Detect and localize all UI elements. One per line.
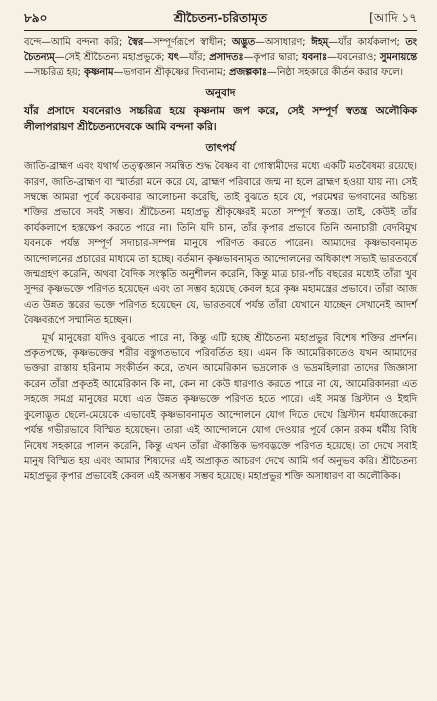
translation-heading: অনুবাদ — [205, 87, 236, 99]
synonym-term: অদ্ভুত — [232, 37, 256, 48]
word-synonyms — [24, 35, 417, 80]
page-number: ৮৯০ — [24, 11, 48, 25]
synonym-term: যবনাঃ — [302, 52, 328, 63]
synonym-term: সুমনায়ন্তে — [379, 52, 417, 63]
synonym-text: —যাঁর; — [178, 52, 210, 63]
page-header — [24, 8, 417, 31]
synonym-term: ঈহম্‌ — [311, 37, 329, 48]
synonym-term: প্রজল্পকাঃ — [229, 67, 268, 78]
synonym-text: —অসাধারণ; — [255, 37, 312, 48]
synonym-term: প্রসাদতঃ — [209, 52, 244, 63]
purport-paragraph: জাতি-ব্রাহ্মণ এবং যথার্থ তত্ত্বজ্ঞান সমন্বিত শুদ্ধ বৈষ্ণব বা গোস্বামীদের মধ্যে একটি মতবৈষম্য রয়েছে। কারণ, জাতি-ব্রাহ্মণ বা স্মার্তরা মনে করে যে, ব্রাহ্মণ পরিবারে জন্ম না হলে ব্রাহ্মণ হওয়া যায় না। সেই সম্বন্ধে আমরা পূর্বে কয়েকবার আলোচনা করেছি, তাই বুঝতে হবে যে, পরমেশ্বর ভগবানের অচিন্ত্য শক্তির প্রভাবে সবই সম্ভব। শ্রীচৈতন্য মহাপ্রভু শ্রীকৃষ্ণেরই মতো সম্পূর্ণ স্বতন্ত্র। তাই, কেউই তাঁর কার্যকলাপে হস্তক্ষেপ করতে পারে না। তিনি যদি চান, তাঁর কৃপার প্রভাবে তিনি অনাচারী বেদবিমুখ যবনকে পর্যন্ত সম্পূর্ণ সদাচার-সম্পন্ন মানুষে পরিণত করতে পারেন। আমাদের কৃষ্ণভাবনামৃত আন্দোলনের প্রচারের মাধ্যমে তা হচ্ছে। বর্তমান কৃষ্ণভাবনামৃত আন্দোলনের অধিকাংশ সভ্যই ভারতবর্ষে জন্মগ্রহণ করেনি, অথবা বৈদিক সংস্কৃতি অনুশীলন করেনি, কিন্তু মাত্র চার-পাঁচ বছরের মধ্যেই তাঁরা খুব সুন্দর কৃষ্ণভক্তে পরিণত হয়েছেন এবং তা সম্ভব হয়েছে কেবল হরে কৃষ্ণ মহামন্ত্রের প্রভাবে। তাঁরা আজ এত উন্নত স্তরের ভক্তে পরিণত হয়েছেন যে, ভারতবর্ষে পর্যন্ত তাঁরা যেখানে যাচ্ছেন সেখানেই আদর্শ বৈষ্ণবরূপে সম্মানিত হচ্ছেন। — [24, 161, 417, 327]
synonym-term: যৎ — [168, 52, 179, 63]
synonym-text: —সেই শ্রীচৈতন্য মহাপ্রভুকে; — [54, 52, 168, 63]
translation-text: যাঁর প্রসাদে যবনেরাও সচ্চরিত্র হয়ে কৃষ্ণনাম জপ করে, সেই সম্পূর্ণ স্বতন্ত্র অলৌকিক লীলাপরায়ণ শ্রীচৈতন্যদেবকে আমি বন্দনা করি। — [24, 105, 417, 133]
synonym-term: কৃষ্ণনাম — [83, 67, 114, 78]
synonym-text: —ভগবান শ্রীকৃষ্ণের দিব্যনাম; — [113, 67, 230, 78]
synonym-term: স্বৈর — [127, 37, 144, 48]
synonym-text: —কৃপার দ্বারা; — [243, 52, 303, 63]
purport-heading: তাৎপর্য — [205, 142, 236, 155]
synonym-text: —সচ্চরিত্র হয়; — [24, 67, 84, 78]
synonym-text: —সম্পূর্ণরূপে স্বাধীন; — [143, 37, 233, 48]
synonym-text: —যবনেরাও; — [327, 52, 380, 63]
chapter-reference: [আদি ১৭ — [369, 11, 417, 25]
synonym-term: তং চৈতন্যম্‌ — [24, 37, 417, 63]
purport-paragraph: মূর্খ মানুষেরা যদিও বুঝতে পারে না, কিন্তু এটি হচ্ছে শ্রীচৈতন্য মহাপ্রভুর বিশেষ শক্তির প্রদর্শন। প্রকৃতপক্ষে, কৃষ্ণভক্তের শরীর বস্তুগতভাবে পরিবর্তিত হয়। এমন কি আমেরিকাতেও যখন আমাদের ভক্তরা রাস্তায় হরিনাম সংকীর্তন করে, তখন আমেরিকান ভদ্রলোক ও ভদ্রমহিলারা তাদের জিজ্ঞাসা করেন তাঁরা প্রকৃতই আমেরিকান কি না, কেন না কেউ ধারণাও করতে পারে না যে, আমেরিকানরা এত সহজে সমগ্র মানুষের মধ্যে এত উন্নত কৃষ্ণভক্তে পরিণত হতে পারে। এই সমস্ত খ্রিস্টান ও ইহুদি কুলোদ্ভূত ছেলে-মেয়েকে এভাবেই কৃষ্ণভাবনামৃত আন্দোলনে যোগ দিতে দেখে খ্রিস্টান ধর্মযাজকেরা পর্যন্ত গভীরভাবে বিস্মিত হয়েছেন। তারা এই আন্দোলনে যোগ দেওয়ার পূর্বে কোন রকম ধর্মীয় বিধি নিষেধ সহকারে পালন করেনি, কিন্তু এখন তাঁরা ঐকান্তিক ভগবদ্ভক্তে পরিণত হয়েছে। তা দেখে সবাই মানুষ বিস্মিত হয় এবং আমার শিষ্যদের এই অপ্রাকৃত আচরণ দেখে আমি গর্ব অনুভব করি। শ্রীচৈতন্য মহাপ্রভুর কৃপার প্রভাবেই কেবল এই অসম্ভব সম্ভব হয়েছে। মহাপ্রভুর শক্তি অসাধারণ বা অলৌকিক। — [24, 332, 417, 483]
synonym-text: বন্দে—আমি বন্দনা করি; — [24, 37, 128, 48]
synonym-text: —যাঁর কার্যকলাপ; — [328, 37, 406, 48]
book-title: শ্রীচৈতন্য-চরিতামৃত — [173, 11, 268, 25]
synonym-text: —নিষ্ঠা সহকারে কীর্তন করার ফলে। — [267, 67, 404, 78]
